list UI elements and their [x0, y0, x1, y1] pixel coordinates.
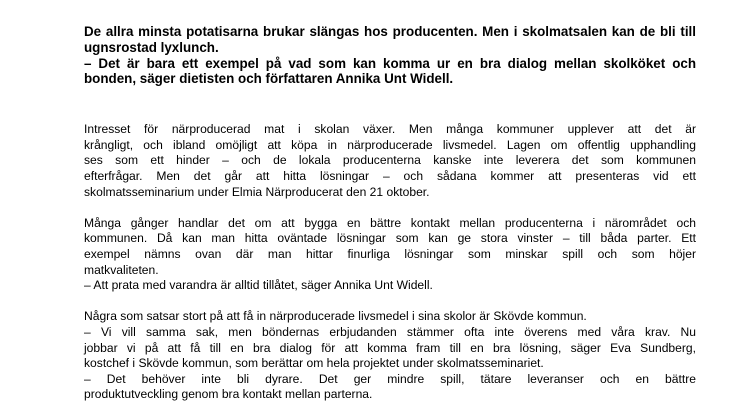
document-page	[84, 24, 696, 418]
text-line: krångligt, och ibland omöjligt att köpa in närproducerade livsmedel. Lagen om offentlig upphandling	[84, 137, 696, 152]
article-body	[84, 122, 696, 403]
text-line: kostchef i Skövde kommun, som berättar om hela projektet under skolmatsseminariet.	[84, 356, 544, 371]
text-line: Många gånger handlar det om att bygga en bättre kontakt mellan producenterna i närområdet och	[84, 215, 696, 230]
quote-line: – Att prata med varandra är alltid tillåtet, säger Annika Unt Widell.	[84, 278, 433, 293]
body-paragraph-2	[84, 216, 696, 294]
text-line: produktutveckling genom bra kontakt mellan parterna.	[84, 387, 373, 402]
quote-line: – Vi vill samma sak, men böndernas erbjudanden stämmer ofta inte överens med våra krav. Nu	[84, 324, 696, 339]
body-paragraph-3	[84, 309, 696, 403]
lead-section	[84, 24, 696, 87]
text-line: jobbar vi på att få till en bra dialog för att komma fram till en bra lösning, säger Eva Sundberg,	[84, 340, 696, 355]
body-paragraph-1	[84, 122, 696, 200]
text-line: kommunen. Då kan man hitta oväntade lösningar som kan ge stora vinster – till båda parter. Ett	[84, 231, 696, 246]
quote-line: – Det behöver inte bli dyrare. Det ger mindre spill, tätare leveranser och en bättre	[84, 371, 696, 386]
text-line: skolmatsseminarium under Elmia Närproducerat den 21 oktober.	[84, 184, 430, 199]
text-line: exempel nämns ovan där man hittar finurliga lösningar som minskar spill och som höjer	[84, 246, 696, 261]
text-line: Intresset för närproducerad mat i skolan växer. Men många kommuner upplever att det är	[84, 122, 696, 137]
text-line: matkvaliteten.	[84, 262, 159, 277]
text-line: Några som satsar stort på att få in närproducerade livsmedel i sina skolor är Skövde kommun.	[84, 309, 587, 324]
text-line: efterfrågar. Men det går att hitta lösningar – och sådana kommer att presenteras vid ett	[84, 168, 696, 183]
lead-paragraph: De allra minsta potatisarna brukar slängas hos producenten. Men i skolmatsalen kan de bli till ugnsrostad lyxlunch.	[84, 24, 696, 55]
lead-quote: – Det är bara ett exempel på vad som kan komma ur en bra dialog mellan skolköket och bonden, säger dietisten och författaren Annika Unt Widell.	[84, 55, 696, 87]
text-line: ses som ett hinder – och de lokala producenterna kanske inte leverera det som kommunen	[84, 153, 696, 168]
